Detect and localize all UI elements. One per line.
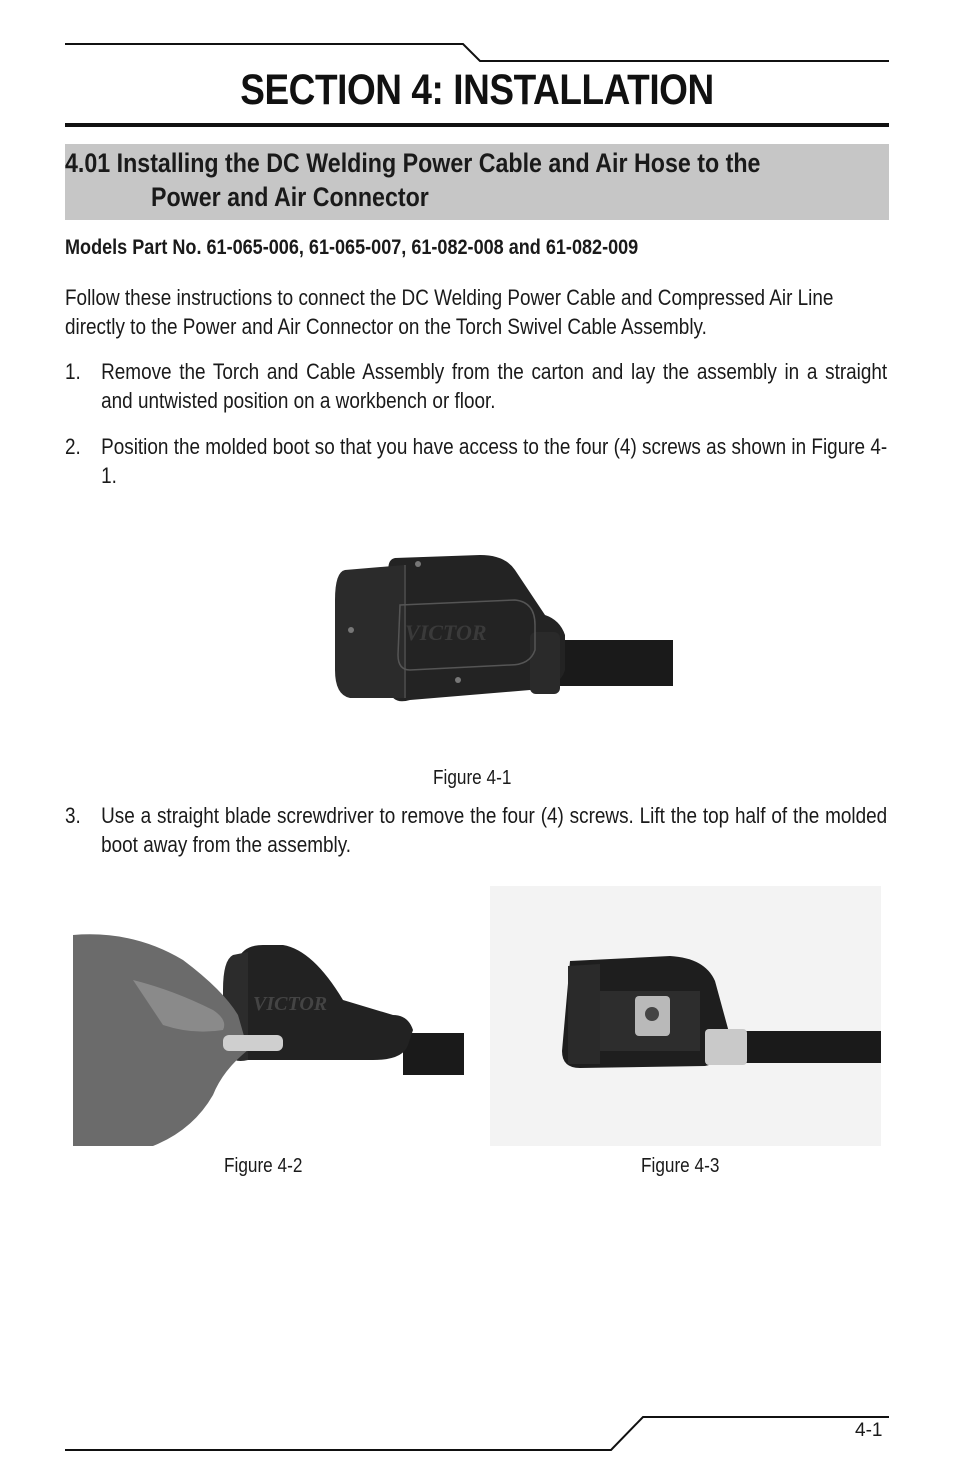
step-number: 3. xyxy=(65,803,81,828)
models-part-numbers: Models Part No. 61-065-006, 61-065-007, 61-082-008 and 61-082-009 xyxy=(65,236,639,259)
step-2 xyxy=(65,432,887,490)
page-title: SECTION 4: INSTALLATION xyxy=(240,66,714,114)
step-1 xyxy=(65,357,887,415)
step-3 xyxy=(65,801,887,859)
step-number: 1. xyxy=(65,359,81,384)
intro-paragraph: Follow these instructions to connect the DC Welding Power Cable and Compressed Air Line directly to the Power and Air Connector on the Torch Swivel Cable Assembly. xyxy=(65,285,834,339)
page-number: 4-1 xyxy=(855,1420,883,1441)
step-text: Use a straight blade screwdriver to remove the four (4) screws. Lift the top half of the molded boot away from the assembly. xyxy=(101,803,888,857)
section-heading-line2: Power and Air Connector xyxy=(151,182,429,212)
title-rule xyxy=(65,123,889,127)
figure-4-1-photo xyxy=(330,540,673,759)
step-text: Position the molded boot so that you have access to the four (4) screws as shown in Figure 4-1. xyxy=(101,434,888,488)
figure-4-1-caption: Figure 4-1 xyxy=(433,767,512,789)
header-rule xyxy=(0,0,954,70)
figure-4-3-caption: Figure 4-3 xyxy=(641,1155,720,1177)
section-heading xyxy=(65,146,774,214)
step-text: Remove the Torch and Cable Assembly from the carton and lay the assembly in a straight and untwisted position on a workbench or floor. xyxy=(101,359,888,413)
footer-rule xyxy=(0,1400,954,1460)
victor-logo-text: VICTOR xyxy=(253,993,328,1015)
figure-4-2-photo xyxy=(73,920,464,1146)
step-number: 2. xyxy=(65,434,81,459)
figure-4-3-photo xyxy=(490,886,881,1146)
figure-4-2-caption: Figure 4-2 xyxy=(224,1155,303,1177)
section-heading-line1: 4.01 Installing the DC Welding Power Cable and Air Hose to the xyxy=(65,148,761,178)
victor-logo-text: VICTOR xyxy=(405,620,487,645)
